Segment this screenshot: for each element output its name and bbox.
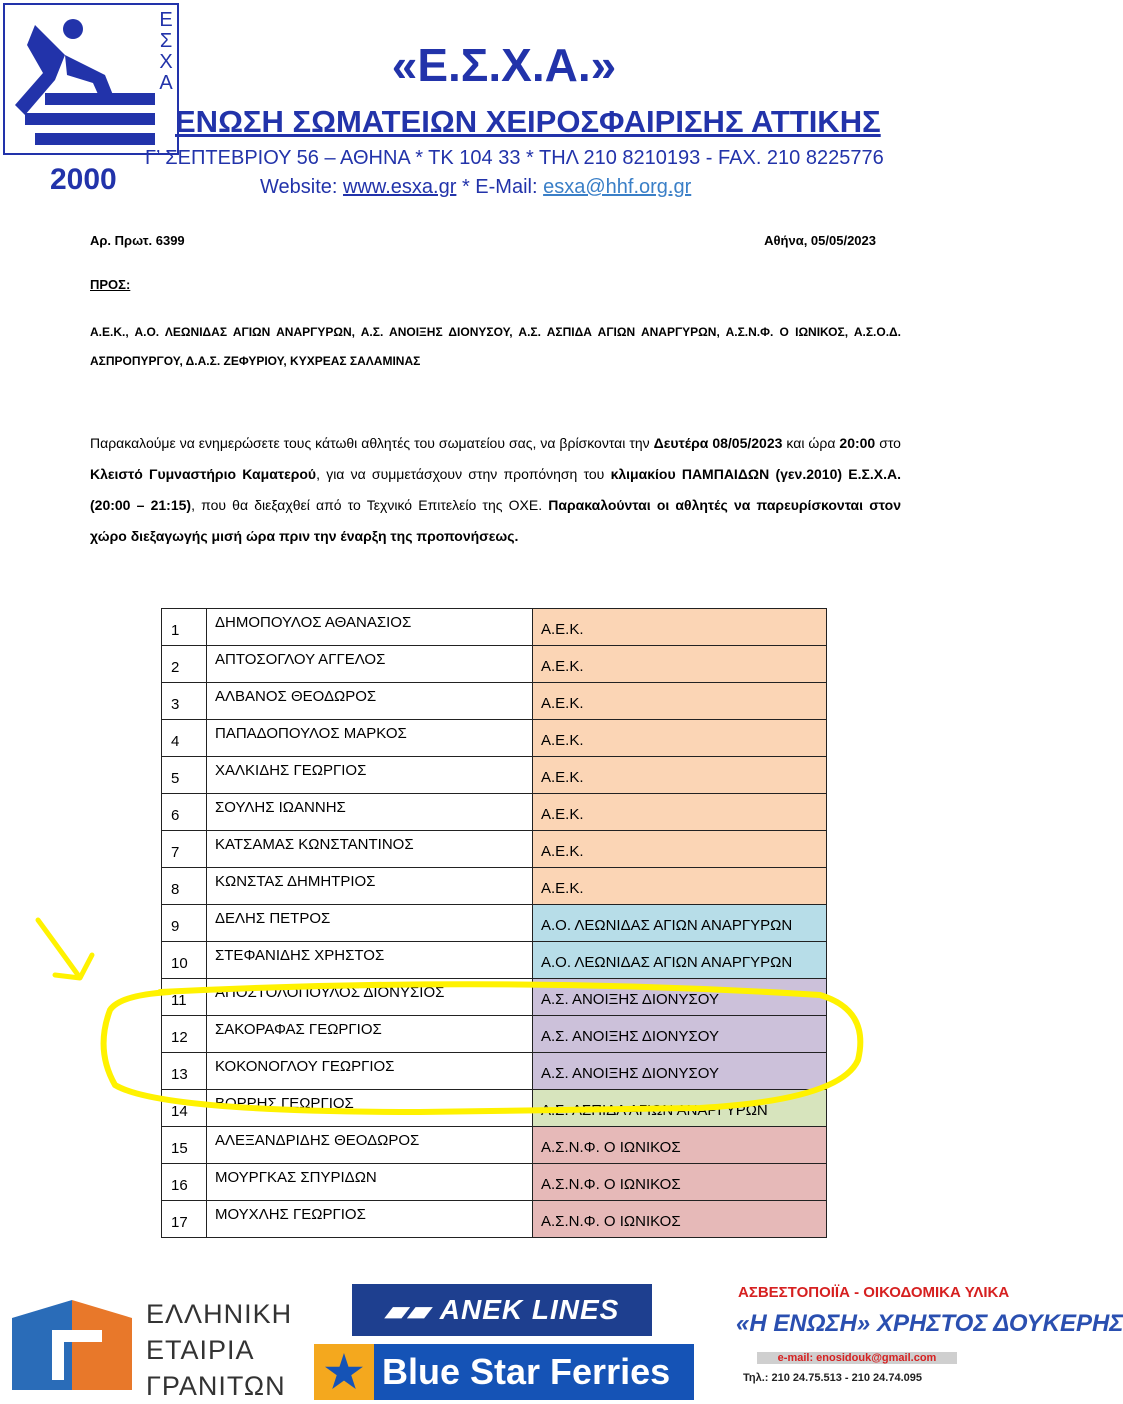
player-name: ΣΟΥΛΗΣ ΙΩΑΝΝΗΣ xyxy=(207,794,533,831)
granite-company-logo xyxy=(12,1290,138,1396)
player-number: 16 xyxy=(162,1164,207,1201)
table-row xyxy=(162,794,827,831)
player-club: Α.Σ. ΑΝΟΙΞΗΣ ΔΙΟΝΥΣΟΥ xyxy=(533,979,827,1016)
player-name: ΒΟΡΡΗΣ ΓΕΩΡΓΙΟΣ xyxy=(207,1090,533,1127)
player-number: 12 xyxy=(162,1016,207,1053)
player-club: Α.Ε.Κ. xyxy=(533,720,827,757)
player-club: Α.Ε.Κ. xyxy=(533,794,827,831)
player-number: 5 xyxy=(162,757,207,794)
player-club: Α.Σ.Ν.Φ. Ο ΙΩΝΙΚΟΣ xyxy=(533,1127,827,1164)
star-icon: ★ xyxy=(314,1344,374,1400)
table-row xyxy=(162,720,827,757)
squad-name: κλιμακίου ΠΑΜΠΑΙΔΩΝ (γεν.2010) Ε.Σ.Χ.Α. (20:00 – 21:15) xyxy=(90,466,901,513)
recipients: Α.Ε.Κ., Α.Ο. ΛΕΩΝΙΔΑΣ ΑΓΙΩΝ ΑΝΑΡΓΥΡΩΝ, Α.Σ. ΑΝΟΙΞΗΣ ΔΙΟΝΥΣΟΥ, Α.Σ. ΑΣΠΙΔΑ ΑΓΙΩΝ ΑΝΑΡΓΥΡΩΝ, Α.Σ.Ν.Φ. Ο ΙΩΝΙΚΟΣ, Α.Σ.Ο.Δ. ΑΣΠΡΟΠΥΡΓΟΥ, Δ.Α.Σ. ΖΕΦΥΡΙΟΥ, ΚΥΧΡΕΑΣ ΣΑΛΑΜΙΝΑΣ xyxy=(90,325,901,368)
player-name: ΣΑΚΟΡΑΦΑΣ ΓΕΩΡΓΙΟΣ xyxy=(207,1016,533,1053)
table-row xyxy=(162,1016,827,1053)
table-row xyxy=(162,868,827,905)
player-club: Α.Ο. ΛΕΩΝΙΔΑΣ ΑΓΙΩΝ ΑΝΑΡΓΥΡΩΝ xyxy=(533,942,827,979)
player-name: ΑΠΟΣΤΟΛΟΠΟΥΛΟΣ ΔΙΟΝΥΣΙΟΣ xyxy=(207,979,533,1016)
arrival-notice: Παρακαλούνται οι αθλητές να παρευρίσκονται στον χώρο διεξαγωγής μισή ώρα πριν την έναρξη της προπονήσεως. xyxy=(90,497,901,544)
player-number: 13 xyxy=(162,1053,207,1090)
player-club: Α.Ε.Κ. xyxy=(533,646,827,683)
player-number: 7 xyxy=(162,831,207,868)
table-row xyxy=(162,942,827,979)
player-number: 11 xyxy=(162,979,207,1016)
player-name: ΔΕΛΗΣ ΠΕΤΡΟΣ xyxy=(207,905,533,942)
table-row xyxy=(162,831,827,868)
player-name: ΚΑΤΣΑΜΑΣ ΚΩΝΣΤΑΝΤΙΝΟΣ xyxy=(207,831,533,868)
blue-star-ferries-logo: ★ Blue Star Ferries xyxy=(314,1344,694,1400)
player-name: ΜΟΥΡΓΚΑΣ ΣΠΥΡΙΔΩΝ xyxy=(207,1164,533,1201)
letter-date: Αθήνα, 05/05/2023 xyxy=(764,233,876,248)
doukeris-name: «Η ΕΝΩΣΗ» ΧΡΗΣΤΟΣ ΔΟΥΚΕΡΗΣ xyxy=(736,1310,1123,1337)
logo-letters: Ε Σ Χ Α xyxy=(159,9,173,94)
player-number: 2 xyxy=(162,646,207,683)
player-name: ΚΩΝΣΤΑΣ ΔΗΜΗΤΡΙΟΣ xyxy=(207,868,533,905)
org-address: Γ’ ΣΕΠΤΕΒΡΙΟΥ 56 – ΑΘΗΝΑ * ΤΚ 104 33 * ΤΗΛ 210 8210193 - FAX. 210 8225776 xyxy=(145,147,884,169)
player-name: ΣΤΕΦΑΝΙΔΗΣ ΧΡΗΣΤΟΣ xyxy=(207,942,533,979)
table-row xyxy=(162,757,827,794)
player-club: Α.Σ.Ν.Φ. Ο ΙΩΝΙΚΟΣ xyxy=(533,1201,827,1238)
anek-lines-logo: ▰▰ ANEK LINES xyxy=(352,1284,652,1336)
player-name: ΧΑΛΚΙΔΗΣ ΓΕΩΡΓΙΟΣ xyxy=(207,757,533,794)
player-name: ΑΛΕΞΑΝΔΡΙΔΗΣ ΘΕΟΔΩΡΟΣ xyxy=(207,1127,533,1164)
player-name: ΠΑΠΑΔΟΠΟΥΛΟΣ ΜΑΡΚΟΣ xyxy=(207,720,533,757)
protocol-number: Αρ. Πρωτ. 6399 xyxy=(90,233,185,248)
player-name: ΜΟΥΧΛΗΣ ΓΕΩΡΓΙΟΣ xyxy=(207,1201,533,1238)
org-contact xyxy=(260,176,691,199)
arrow-shaft xyxy=(38,920,78,975)
table-row xyxy=(162,1053,827,1090)
doukeris-phone: Τηλ.: 210 24.75.513 - 210 24.74.095 xyxy=(743,1372,922,1384)
to-label: ΠΡΟΣ: xyxy=(90,277,131,292)
player-number: 10 xyxy=(162,942,207,979)
org-name: ΕΝΩΣΗ ΣΩΜΑΤΕΙΩΝ ΧΕΙΡΟΣΦΑΙΡΙΣΗΣ ΑΤΤΙΚΗΣ xyxy=(175,104,881,139)
table-row xyxy=(162,1090,827,1127)
player-club: Α.Ε.Κ. xyxy=(533,683,827,720)
table-row xyxy=(162,646,827,683)
player-name: ΔΗΜΟΠΟΥΛΟΣ ΑΘΑΝΑΣΙΟΣ xyxy=(207,609,533,646)
doukeris-email: e-mail: enosidouk@gmail.com xyxy=(757,1352,957,1364)
player-number: 4 xyxy=(162,720,207,757)
email-label: * E-Mail: xyxy=(461,176,538,198)
player-number: 17 xyxy=(162,1201,207,1238)
player-name: ΑΛΒΑΝΟΣ ΘΕΟΔΩΡΟΣ xyxy=(207,683,533,720)
player-number: 9 xyxy=(162,905,207,942)
doukeris-tagline: ΑΣΒΕΣΤΟΠΟΙΪΑ - ΟΙΚΟΔΟΜΙΚΑ ΥΛΙΚΑ xyxy=(738,1284,1010,1301)
logo-year: 2000 xyxy=(50,163,117,196)
table-row xyxy=(162,979,827,1016)
table-row xyxy=(162,683,827,720)
player-club: Α.Σ. ΑΣΠΙΔΑ ΑΓΙΩΝ ΑΝΑΡΓΥΡΩΝ xyxy=(533,1090,827,1127)
player-club: Α.Ε.Κ. xyxy=(533,757,827,794)
player-club: Α.Ε.Κ. xyxy=(533,609,827,646)
granite-company-name: ΕΛΛΗΝΙΚΗ ΕΤΑΙΡΙΑ ΓΡΑΝΙΤΩΝ xyxy=(146,1299,293,1401)
table-row xyxy=(162,905,827,942)
table-row xyxy=(162,1127,827,1164)
player-club: Α.Σ. ΑΝΟΙΞΗΣ ΔΙΟΝΥΣΟΥ xyxy=(533,1016,827,1053)
player-number: 8 xyxy=(162,868,207,905)
players-table xyxy=(161,608,827,1238)
player-number: 6 xyxy=(162,794,207,831)
arrow-head xyxy=(55,955,92,978)
website-link[interactable]: www.esxa.gr xyxy=(343,176,457,198)
player-name: ΑΠΤΟΣΟΓΛΟΥ ΑΓΓΕΛΟΣ xyxy=(207,646,533,683)
table-row xyxy=(162,1164,827,1201)
table-row xyxy=(162,1201,827,1238)
table-row xyxy=(162,609,827,646)
player-number: 1 xyxy=(162,609,207,646)
player-number: 3 xyxy=(162,683,207,720)
website-label: Website: xyxy=(260,176,338,198)
player-club: Α.Ο. ΛΕΩΝΙΔΑΣ ΑΓΙΩΝ ΑΝΑΡΓΥΡΩΝ xyxy=(533,905,827,942)
org-abbreviation: «Ε.Σ.Χ.Α.» xyxy=(391,39,617,91)
player-number: 15 xyxy=(162,1127,207,1164)
training-venue: Κλειστό Γυμναστήριο Καματερού xyxy=(90,466,317,482)
body-paragraph: Παρακαλούμε να ενημερώσετε τους κάτωθι αθλητές του σωματείου σας, να βρίσκονται την Δευτέρα 08/05/2023 και ώρα 20:00 στο Κλειστό Γυμναστήριο Καματερού, για να συμμετάσχουν στην προπόνηση του κλιμακίου ΠΑΜΠΑΙΔΩΝ (γεν.2010) Ε.Σ.Χ.Α. (20:00 – 21:15), που θα διεξαχθεί από το Τεχνικό Επιτελείο της ΟΧΕ. Παρακαλούνται οι αθλητές να παρευρίσκονται στον χώρο διεξαγωγής μισή ώρα πριν την έναρξη της προπονήσεως. xyxy=(90,435,901,544)
player-club: Α.Ε.Κ. xyxy=(533,868,827,905)
anek-stripes-icon: ▰▰ xyxy=(384,1294,430,1326)
player-name: ΚΟΚΟΝΟΓΛΟΥ ΓΕΩΡΓΙΟΣ xyxy=(207,1053,533,1090)
training-day: Δευτέρα 08/05/2023 xyxy=(653,435,783,451)
training-time: 20:00 xyxy=(839,435,876,451)
player-club: Α.Ε.Κ. xyxy=(533,831,827,868)
player-club: Α.Σ. ΑΝΟΙΞΗΣ ΔΙΟΝΥΣΟΥ xyxy=(533,1053,827,1090)
player-club: Α.Σ.Ν.Φ. Ο ΙΩΝΙΚΟΣ xyxy=(533,1164,827,1201)
email-link[interactable]: esxa@hhf.org.gr xyxy=(543,176,692,198)
player-number: 14 xyxy=(162,1090,207,1127)
